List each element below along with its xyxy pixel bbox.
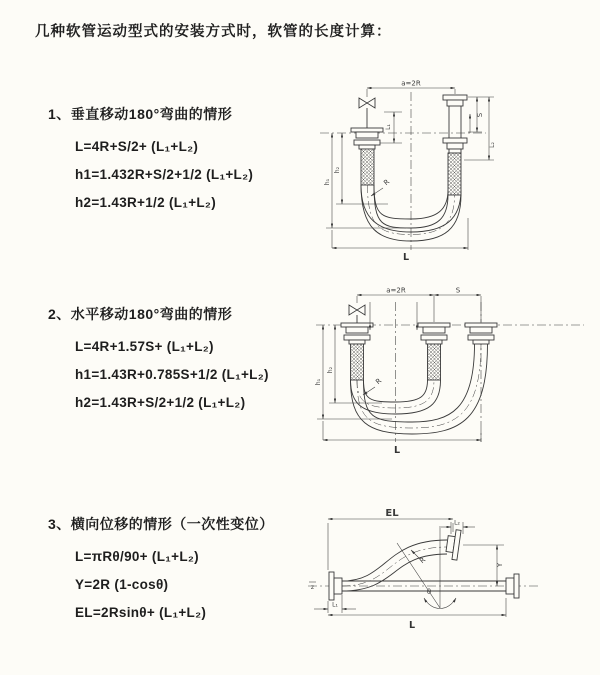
formula-line: h1=1.432R+S/2+1/2 (L₁+L₂): [75, 167, 254, 182]
formula-line: Y=2R (1-cosθ): [75, 577, 169, 592]
flange-left: [329, 572, 342, 600]
section-lateral-displacement: [48, 514, 274, 627]
dim-label-l: L: [408, 620, 416, 631]
dim-label-l: L: [402, 252, 410, 263]
hose-u-large: [351, 344, 488, 434]
section-heading: 2、水平移动180°弯曲的情形: [48, 306, 233, 322]
formula-line: h1=1.43R+0.785S+1/2 (L₁+L₂): [75, 367, 269, 382]
dim-label-l2: L₂: [454, 519, 460, 527]
dim-label-s: S: [476, 112, 484, 118]
formula-line: EL=2Rsinθ+ (L₁+L₂): [75, 605, 207, 620]
section-vertical-move: [48, 104, 253, 217]
valve-icon: [359, 98, 375, 128]
dim-label-h1: h₁: [315, 378, 322, 386]
flange-right: [443, 95, 467, 153]
diagram-horizontal-180-bend: [312, 282, 592, 457]
flange-left: [341, 323, 373, 344]
hose-braid: [448, 153, 461, 195]
flange-middle: [418, 323, 450, 344]
flange-left: [351, 128, 383, 149]
dim-label-theta: θ: [426, 588, 432, 596]
diagram-vertical-180-bend: [318, 78, 518, 263]
formula-line: h2=1.43R+1/2 (L₁+L₂): [75, 195, 217, 210]
formula-line: L=4R+S/2+ (L₁+L₂): [75, 139, 199, 154]
section-horizontal-move: [48, 304, 269, 417]
formula-line: L=πRθ/90+ (L₁+L₂): [75, 549, 199, 564]
axis-mark: z: [310, 584, 315, 591]
dim-label-l: L: [393, 445, 401, 456]
formula-line: h2=1.43R+S/2+1/2 (L₁+L₂): [75, 395, 246, 410]
page-title: 几种软管运动型式的安装方式时，软管的长度计算：: [35, 24, 392, 40]
dimension-lines: [326, 88, 494, 250]
valve-icon: [349, 305, 365, 323]
hose-braid: [428, 344, 441, 380]
dim-label-h2: h₂: [327, 366, 334, 374]
dim-label-y: Y: [496, 562, 504, 568]
section-heading: 3、横向位移的情形（一次性变位）: [48, 516, 274, 532]
dim-label-r: R: [374, 376, 384, 387]
dim-label-l1: L₁: [332, 601, 338, 609]
flange-upper-right: [445, 529, 461, 560]
flange-lower-right: [506, 574, 519, 598]
hose-braid: [361, 149, 374, 185]
dimension-lines: [309, 519, 506, 617]
dim-label-s: S: [455, 286, 461, 295]
section-heading: 1、垂直移动180°弯曲的情形: [48, 106, 233, 122]
formula-line: L=4R+1.57S+ (L₁+L₂): [75, 339, 214, 354]
dim-label-h1: h₁: [324, 178, 331, 186]
dim-label-a2r: a=2R: [401, 79, 421, 88]
hose-braid: [351, 344, 364, 380]
diagram-lateral-displacement: [300, 498, 600, 658]
dim-label-l1: L₁: [385, 124, 392, 130]
dim-label-a2r: a=2R: [386, 286, 406, 295]
dim-label-el: EL: [385, 508, 399, 519]
dim-label-l2: L₂: [489, 142, 496, 148]
dim-label-r: R: [382, 177, 392, 188]
dim-label-h2: h₂: [334, 166, 341, 174]
flange-right: [465, 323, 497, 344]
hose-s-curve: [342, 540, 447, 591]
dim-label-r: R: [418, 555, 428, 566]
dimension-lines: [317, 295, 481, 442]
